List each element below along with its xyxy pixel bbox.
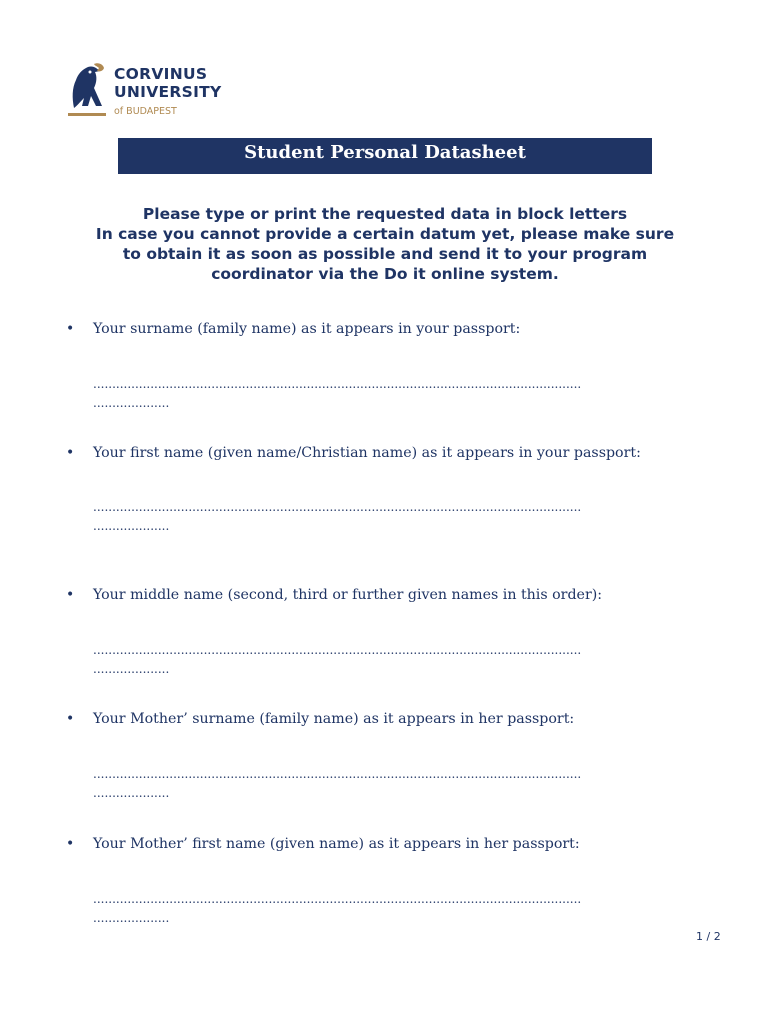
- bullet: •: [66, 711, 75, 727]
- answer-line[interactable]: ................................................................................................................................: [93, 643, 582, 657]
- answer-line-continuation[interactable]: ....................: [93, 519, 170, 533]
- page-number: 1 / 2: [696, 930, 721, 943]
- instructions-line-2: In case you cannot provide a certain datum yet, please make sure: [95, 225, 675, 243]
- field-label: Your Mother’ surname (family name) as it appears in her passport:: [93, 711, 575, 727]
- answer-line[interactable]: ................................................................................................................................: [93, 892, 582, 906]
- instructions-line-3: to obtain it as soon as possible and send it to your program: [122, 245, 648, 263]
- field-mother-surname: [62, 710, 732, 801]
- logo-underline: [68, 113, 106, 116]
- field-label: Your first name (given name/Christian name) as it appears in your passport:: [93, 445, 641, 461]
- logo-wordmark: [114, 65, 222, 119]
- bullet: •: [66, 445, 75, 461]
- answer-line-continuation[interactable]: ....................: [93, 662, 170, 676]
- answer-line-continuation[interactable]: ....................: [93, 786, 170, 800]
- instructions: [40, 204, 730, 284]
- field-label: Your middle name (second, third or further given names in this order):: [93, 587, 603, 603]
- field-middle-name: [62, 586, 732, 677]
- answer-line[interactable]: ................................................................................................................................: [93, 500, 582, 514]
- bullet: •: [66, 587, 75, 603]
- field-label: Your Mother’ first name (given name) as it appears in her passport:: [93, 836, 580, 852]
- instructions-line-4: coordinator via the Do it online system.: [211, 265, 559, 283]
- answer-line-continuation[interactable]: ....................: [93, 911, 170, 925]
- field-label: Your surname (family name) as it appears in your passport:: [93, 321, 521, 337]
- university-logo: [66, 62, 256, 122]
- answer-line-continuation[interactable]: ....................: [93, 396, 170, 410]
- answer-line[interactable]: ................................................................................................................................: [93, 377, 582, 391]
- instructions-line-1: Please type or print the requested data in block letters: [142, 205, 628, 223]
- logo-line-budapest: of BUDAPEST: [114, 106, 177, 117]
- page-title: Student Personal Datasheet: [118, 138, 652, 174]
- bullet: •: [66, 836, 75, 852]
- bullet: •: [66, 321, 75, 337]
- logo-line-corvinus: CORVINUS: [114, 65, 208, 83]
- field-surname: [62, 320, 732, 411]
- field-mother-first-name: [62, 835, 732, 926]
- field-first-name: [62, 444, 732, 534]
- raven-icon: [66, 62, 110, 114]
- logo-line-university: UNIVERSITY: [114, 83, 222, 101]
- answer-line[interactable]: ................................................................................................................................: [93, 767, 582, 781]
